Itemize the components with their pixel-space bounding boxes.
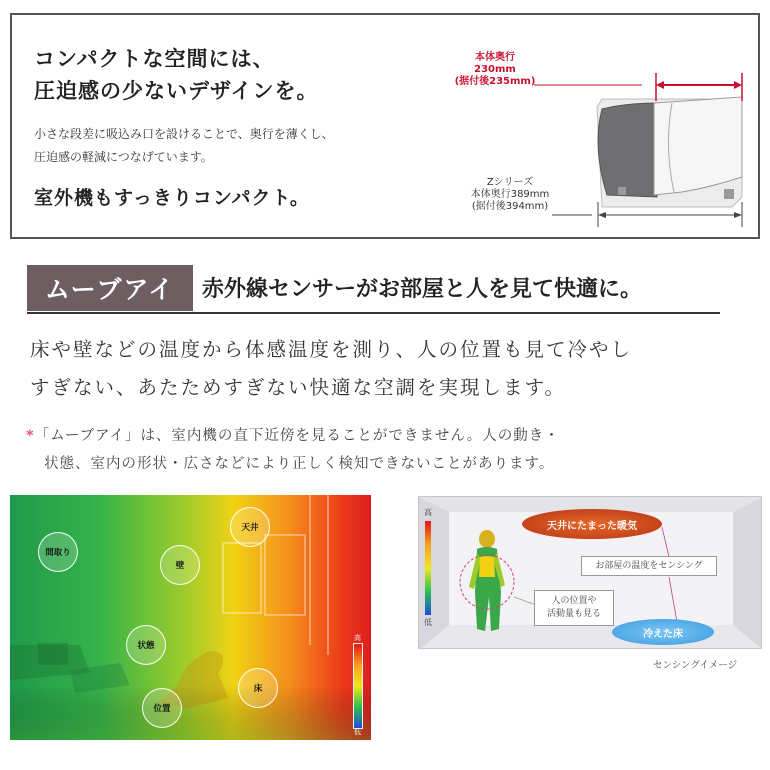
move-eye-note-line2: 状態、室内の形状・広さなどにより正しく検知できないことがあります。: [44, 456, 555, 472]
room-temp-callout: お部屋の温度をセンシング: [581, 556, 717, 576]
thermal-scene-illustration: [10, 495, 371, 740]
compact-heading-line2: 圧迫感の少ないデザインを。: [34, 79, 319, 103]
bubble-madori: 間取り: [38, 532, 78, 572]
note-asterisk: *: [26, 428, 35, 444]
sensing-illustration: [418, 496, 762, 649]
outdoor-unit-heading: 室外機もすっきりコンパクト。: [34, 187, 310, 209]
move-eye-headline: 赤外線センサーがお部屋と人を見て快適に。: [202, 277, 643, 302]
headline-underline: [27, 312, 720, 314]
z-series-depth-label: Zシリーズ 本体奥行389mm (据付後394mm): [470, 177, 550, 212]
thermal-room-image: [10, 495, 371, 740]
slim-depth-label: 本体奥行 230mm (据付後235mm): [454, 52, 536, 87]
cool-floor-label: 冷えた床: [612, 619, 714, 645]
bubble-ichi: 位置: [142, 688, 182, 728]
sensing-caption: センシングイメージ: [653, 660, 738, 671]
sensing-scale-high: 高: [424, 508, 432, 517]
depth-comparison-diagram: [442, 37, 757, 237]
move-eye-tag: ムーブアイ: [27, 265, 193, 311]
person-position-callout: 人の位置や 活動量も見る: [534, 590, 614, 626]
sensing-scale-low: 低: [424, 618, 432, 627]
compact-design-panel: [10, 13, 760, 239]
heatmap-scale-high: 高: [354, 634, 361, 642]
bubble-yuka: 床: [238, 668, 278, 708]
compact-heading-line1: コンパクトな空間には、: [34, 47, 275, 71]
compact-body-line1: 小さな段差に吸込み口を設けることで、奥行を薄くし、: [34, 127, 334, 141]
bubble-tenjo: 天井: [230, 507, 270, 547]
bubble-kabe: 壁: [160, 545, 200, 585]
move-eye-desc-line1: 床や壁などの温度から体感温度を測り、人の位置も見て冷やし: [30, 338, 633, 361]
warm-ceiling-label: 天井にたまった暖気: [522, 509, 662, 539]
heatmap-scale-low: 低: [354, 728, 361, 736]
compact-body-line2: 圧迫感の軽減につなげています。: [34, 150, 213, 164]
sensing-temperature-scale: [425, 521, 431, 615]
bubble-jotai: 状態: [126, 625, 166, 665]
heatmap-temperature-scale: [353, 643, 363, 729]
move-eye-desc-line2: すぎない、あたためすぎない快適な空調を実現します。: [30, 376, 566, 399]
move-eye-note-line1: *「ムーブアイ」は、室内機の直下近傍を見ることができません。人の動き・: [26, 428, 560, 444]
